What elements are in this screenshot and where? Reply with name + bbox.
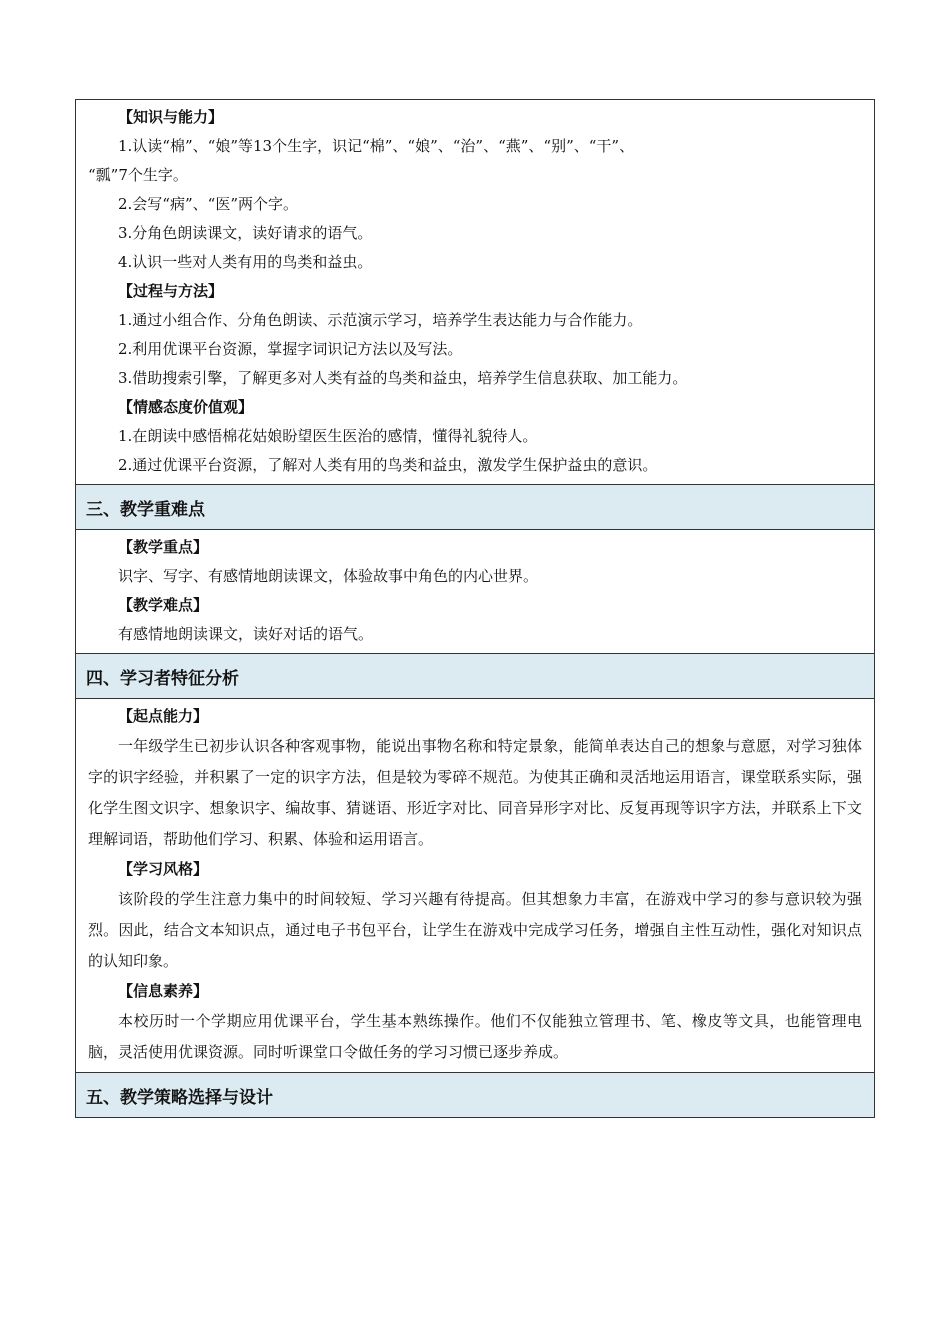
starting-ability-text: 一年级学生已初步认识各种客观事物，能说出事物名称和特定景象，能简单表达自己的想象与意愿，对学习独体字的识字经验，并积累了一定的识字方法，但是较为零碎不规范。为使其正确和灵活地运用语言，课堂联系实际，强化学生图文识字、想象识字、编故事、猜谜语、形近字对比、同音异形字对比、反复再现等识字方法，并联系上下文理解词语，帮助他们学习、积累、体验和运用语言。	[88, 737, 862, 848]
section-header-difficulties: 三、教学重难点	[76, 485, 874, 530]
knowledge-item: 4.认识一些对人类有用的鸟类和益虫。	[118, 253, 373, 271]
process-item: 2.利用优课平台资源，掌握字词识记方法以及写法。	[118, 340, 463, 358]
knowledge-item: 3.分角色朗读课文，读好请求的语气。	[118, 224, 373, 242]
objectives-block	[76, 100, 874, 485]
key-points-text: 识字、写字、有感情地朗读课文，体验故事中角色的内心世界。	[118, 567, 539, 585]
difficult-points-heading: 【教学难点】	[118, 596, 209, 614]
starting-ability-heading: 【起点能力】	[118, 707, 209, 725]
process-heading: 【过程与方法】	[118, 282, 224, 300]
emotion-heading: 【情感态度价值观】	[118, 398, 254, 416]
section-header-strategy: 五、教学策略选择与设计	[76, 1073, 874, 1117]
info-literacy-heading: 【信息素养】	[118, 982, 209, 1000]
learning-style-heading: 【学习风格】	[118, 860, 209, 878]
section-header-learner-analysis: 四、学习者特征分析	[76, 654, 874, 699]
process-item: 1.通过小组合作、分角色朗读、示范演示学习，培养学生表达能力与合作能力。	[118, 311, 643, 329]
emotion-item: 1.在朗读中感悟棉花姑娘盼望医生医治的感情，懂得礼貌待人。	[118, 427, 538, 445]
knowledge-item: 1.认读“棉”、“娘”等13个生字，识记“棉”、“娘”、“治”、“燕”、“别”、“干”、	[118, 137, 635, 155]
knowledge-item: 2.会写“病”、“医”两个字。	[118, 195, 298, 213]
info-literacy-text: 本校历时一个学期应用优课平台，学生基本熟练操作。他们不仅能独立管理书、笔、橡皮等文具，也能管理电脑，灵活使用优课资源。同时听课堂口令做任务的学习习惯已逐步养成。	[88, 1012, 862, 1061]
lesson-plan-table	[75, 99, 875, 1118]
learning-style-text: 该阶段的学生注意力集中的时间较短、学习兴趣有待提高。但其想象力丰富，在游戏中学习的参与意识较为强烈。因此，结合文本知识点，通过电子书包平台，让学生在游戏中完成学习任务，增强自主性互动性，强化对知识点的认知印象。	[88, 890, 862, 970]
knowledge-item: “瓢”7个生字。	[88, 166, 188, 184]
difficult-points-text: 有感情地朗读课文，读好对话的语气。	[118, 625, 374, 643]
process-item: 3.借助搜索引擎，了解更多对人类有益的鸟类和益虫，培养学生信息获取、加工能力。	[118, 369, 688, 387]
knowledge-heading: 【知识与能力】	[118, 108, 224, 126]
emotion-item: 2.通过优课平台资源，了解对人类有用的鸟类和益虫，激发学生保护益虫的意识。	[118, 456, 658, 474]
learner-analysis-block	[76, 699, 874, 1073]
key-points-heading: 【教学重点】	[118, 538, 209, 556]
difficulties-block	[76, 530, 874, 654]
